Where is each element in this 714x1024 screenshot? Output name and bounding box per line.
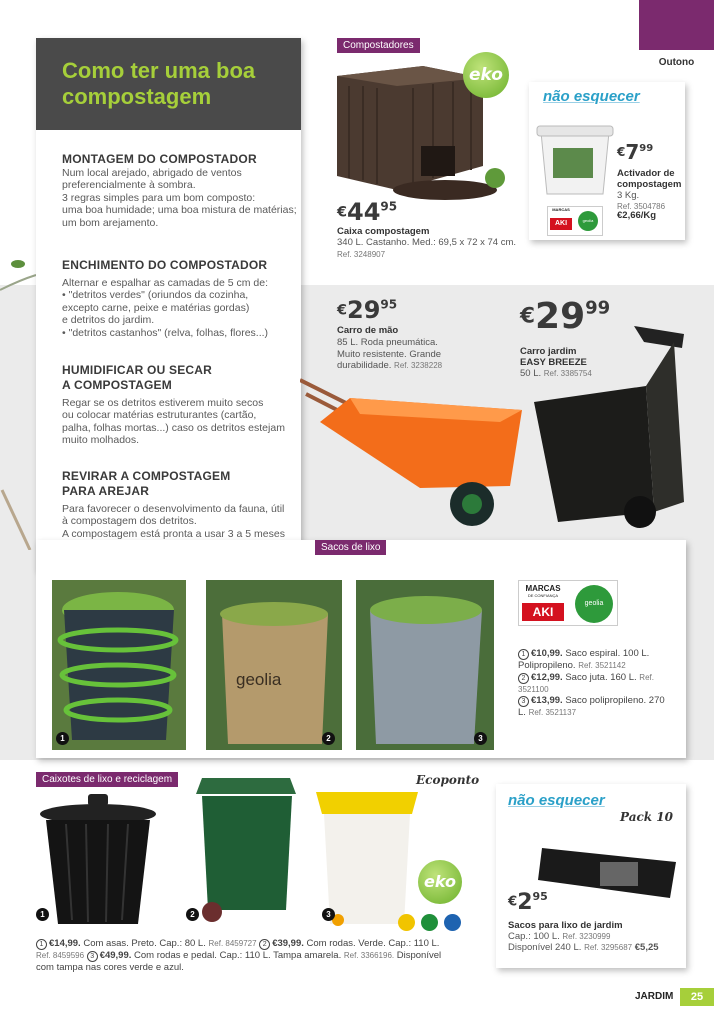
section-heading-humidificar: HUMIDIFICAR OU SECAR A COMPOSTAGEM — [62, 363, 212, 392]
garden-bags-price: $€2^{95}$ — [508, 890, 548, 915]
garden-bags-name: Sacos para lixo de jardim — [508, 920, 623, 931]
garden-bags-reminder: não esquecer — [508, 792, 605, 809]
tag-compostadores: Compostadores — [337, 38, 420, 53]
composter-price: $€44^{95}$ — [337, 198, 398, 226]
section-heading-montagem: MONTAGEM DO COMPOSTADOR — [62, 152, 257, 166]
activator-reminder: não esquecer — [543, 88, 640, 105]
composter-ref: Ref. 3248907 — [337, 250, 386, 259]
cart-image — [534, 322, 694, 532]
bin-number-3: 3 — [322, 908, 335, 921]
season-color-block — [639, 0, 714, 50]
bin-green-image — [190, 770, 302, 930]
bag-polypropylene-image — [356, 580, 494, 750]
eko-badge-composter: eko — [463, 52, 509, 98]
section-text-revirar: Para favorecer o desenvolvimento da fauna, útil à compostagem dos detritos. A compostagem está pronta a usar 3 a 5 meses — [62, 503, 285, 540]
color-swatch-blue — [444, 914, 461, 931]
composter-desc: 340 L. Castanho. Med.: 69,5 x 72 x 74 cm. — [337, 237, 517, 248]
bin-number-1: 1 — [36, 908, 49, 921]
pack-label: Pack 10 — [620, 810, 673, 824]
bag-spiral-image — [52, 580, 186, 750]
bag-jute-print: geolia — [236, 670, 282, 689]
season-tab — [639, 0, 714, 78]
garden-bags-desc2: Disponível 240 L. Ref. 3295687 €5,25 — [508, 942, 659, 953]
bags-brand-logo: MARCAS DE CONFIANÇA AKI geolia — [518, 580, 618, 626]
season-label: Outono — [658, 57, 695, 68]
bin-black-image — [36, 790, 160, 930]
article-card — [36, 38, 301, 570]
color-swatch-green — [421, 914, 438, 931]
cart-desc: 50 L. Ref. 3385754 — [520, 368, 592, 379]
section-text-humidificar: Regar se os detritos estiverem muito secos ou colocar matérias estruturantes (cartão, palha, folhas mortas...) caso os detritos estejam muito molhados. — [62, 397, 285, 447]
garden-bags-desc: Cap.: 100 L. Ref. 3230999 — [508, 931, 611, 942]
tag-sacos-lixo: Sacos de lixo — [315, 540, 386, 555]
bin-number-2: 2 — [186, 908, 199, 921]
bag-price-3: 3 €13,99. Saco polipropileno. 270 L. Ref. 3521137 — [518, 695, 665, 718]
bag-number-2: 2 — [322, 732, 335, 745]
cart-price: $€29^{99}$ — [520, 296, 611, 337]
bag-price-2: 2 €12,99. Saco juta. 160 L. Ref. 3521100 — [518, 671, 654, 694]
article-header — [36, 38, 301, 130]
bag-number-3: 3 — [474, 732, 487, 745]
bags-card — [36, 540, 686, 758]
article-title: Como ter uma boa compostagem — [62, 58, 256, 109]
activator-price: $€7^{99}$ — [617, 140, 654, 164]
section-text-montagem: Num local arejado, abrigado de ventos preferencialmente à sombra. 3 regras simples para um bom composto: uma boa humidade; uma boa mistura de matérias; um bom arejamento. — [62, 167, 297, 229]
bags-price-list — [518, 648, 668, 719]
activator-unit-price: €2,66/Kg — [617, 210, 657, 221]
activator-brand-logo: MARCAS AKI geolia — [547, 206, 603, 236]
branch-decoration — [0, 250, 40, 550]
footer-section-label: JARDIM — [635, 991, 674, 1002]
composter-name: Caixa compostagem — [337, 226, 430, 237]
color-swatch-yellow — [398, 914, 415, 931]
section-text-enchimento: Alternar e espalhar as camadas de 5 cm de: • "detritos verdes" (oriundos da cozinha, excepto carne, peixe e matérias gordas) e detritos do jardim. • "detritos castanhos" (relva, folhas, flores...) — [62, 277, 269, 339]
bag-number-1: 1 — [56, 732, 69, 745]
activator-name: Activador de compostagem — [617, 168, 682, 190]
activator-bucket-image — [535, 122, 615, 202]
cart-name: Carro jardim EASY BREEZE — [520, 346, 587, 368]
bag-jute-image — [206, 580, 342, 750]
section-heading-revirar: REVIRAR A COMPOSTAGEM PARA AREJAR — [62, 469, 231, 498]
wheelbarrow-price: $€29^{95}$ — [337, 296, 398, 324]
wheelbarrow-desc: 85 L. Roda pneumática. Muito resistente. Grande durabilidade. Ref. 3238228 — [337, 337, 443, 371]
wheelbarrow-image — [300, 370, 530, 530]
ecoponto-label: Ecoponto — [416, 773, 480, 787]
wheelbarrow-name: Carro de mão — [337, 325, 399, 336]
footer-page-number: 25 — [680, 988, 714, 1006]
eko-badge-bins: eko — [418, 860, 462, 904]
tag-caixotes: Caixotes de lixo e reciclagem — [36, 772, 178, 787]
bins-price-list: 1 €14,99. Com asas. Preto. Cap.: 80 L. Ref. 8459727 2 €39,99. Com rodas. Verde. Cap.: 110 L. Ref. 8459596 3 €49,99. Com rodas e pedal. Cap.: 110 L. Tampa amarela. Ref. 3366196. Disponível com tampa nas cores verde e azul. — [36, 938, 442, 973]
activator-card — [529, 82, 685, 240]
activator-ref: Ref. 3504786 — [617, 202, 666, 211]
garden-bags-card — [496, 784, 686, 968]
garden-bags-image — [536, 840, 682, 902]
activator-desc: 3 Kg. — [617, 190, 640, 201]
section-heading-enchimento: ENCHIMENTO DO COMPOSTADOR — [62, 258, 268, 272]
bag-price-1: 1 €10,99. Saco espiral. 100 L. Polipropileno. Ref. 3521142 — [518, 648, 650, 671]
